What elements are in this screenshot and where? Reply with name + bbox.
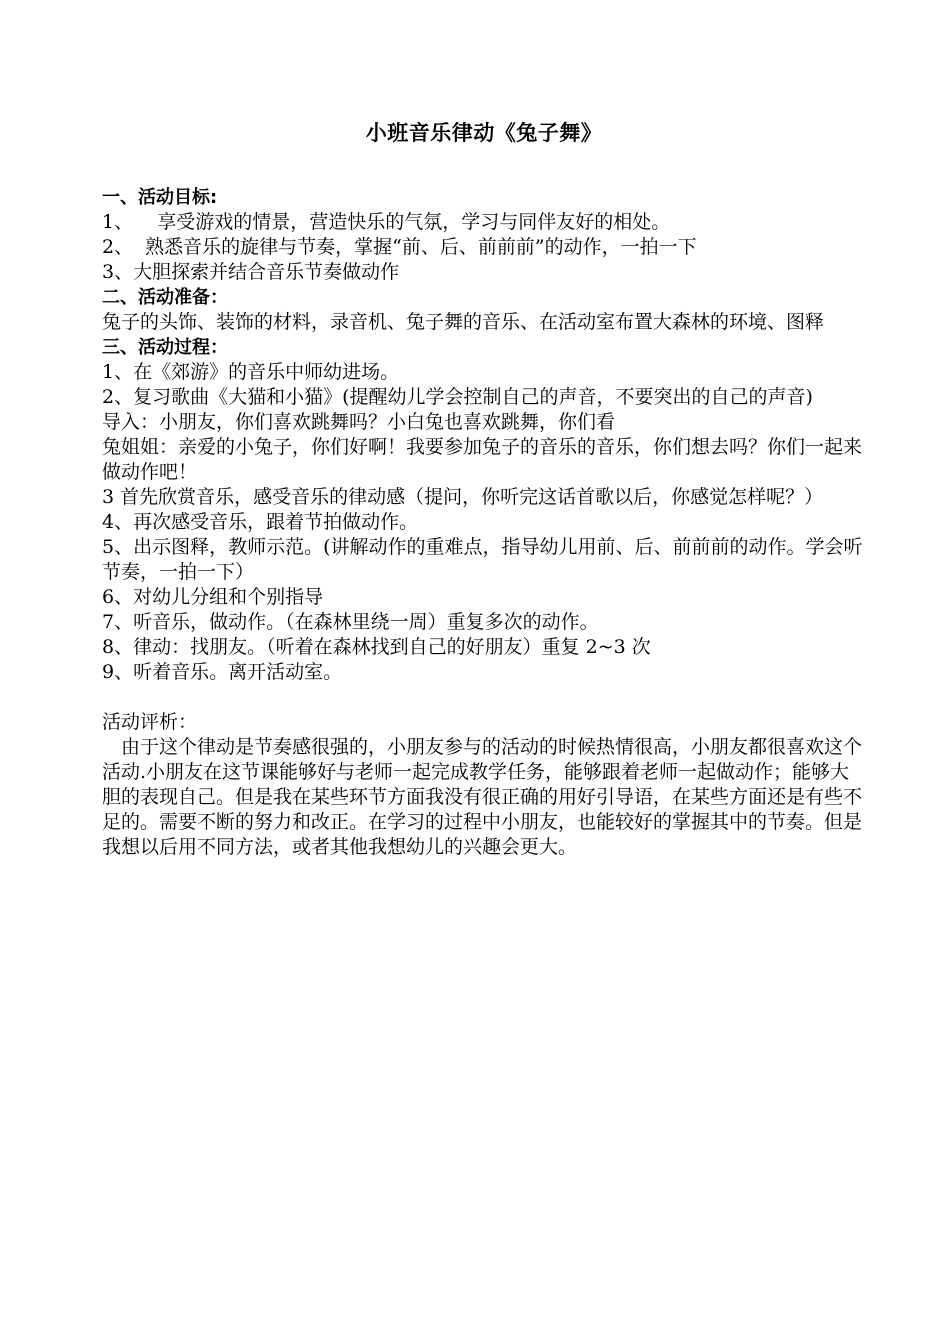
section-heading-process: 三、活动过程： xyxy=(102,337,228,358)
process-item: 2、复习歌曲《大猫和小猫》(提醒幼儿学会控制自己的声音，不要突出的自己的声音) xyxy=(102,386,813,408)
goal-item: 1、 享受游戏的情景，营造快乐的气氛，学习与同伴友好的相处。 xyxy=(102,211,671,233)
process-item: 7、听音乐，做动作。（在森林里绕一周）重复多次的动作。 xyxy=(102,611,599,633)
process-item: 1、在《郊游》的音乐中师幼进场。 xyxy=(102,361,400,383)
process-item: 8、律动：找朋友。（听着在森林找到自己的好朋友）重复 2~3 次 xyxy=(102,636,651,658)
process-item: 3 首先欣赏音乐，感受音乐的律动感（提问，你听完这话首歌以后，你感觉怎样呢？） xyxy=(102,486,824,508)
evaluation-text: 由于这个律动是节奏感很强的，小朋友参与的活动的时候热情很高，小朋友都很喜欢这个活动.小朋友在这节课能够好与老师一起完成教学任务，能够跟着老师一起做动作；能够大胆的表现自己。但是我在某些环节方面我没有很正确的用好引导语，在某些方面还是有些不足的。需要不断的努力和改正。在学习的过程中小朋友，也能较好的掌握其中的节奏。但是我想以后用不同方法，或者其他我想幼儿的兴趣会更大。 xyxy=(102,736,863,858)
document-title: 小班音乐律动《兔子舞》 xyxy=(365,121,603,145)
process-item: 兔姐姐：亲爱的小兔子，你们好啊！我要参加兔子的音乐的音乐，你们想去吗？你们一起来做动作吧！ xyxy=(102,436,863,483)
process-item: 导入：小朋友，你们喜欢跳舞吗？小白兔也喜欢跳舞，你们看 xyxy=(102,411,616,433)
document-page xyxy=(102,118,866,860)
section-heading-preparation: 二、活动准备： xyxy=(102,287,228,308)
goal-item: 3、大胆探索并结合音乐节奏做动作 xyxy=(102,261,400,283)
process-item: 4、再次感受音乐，跟着节拍做动作。 xyxy=(102,511,419,533)
process-item: 9、听着音乐。离开活动室。 xyxy=(102,661,343,683)
section-heading-goals: 一、活动目标: xyxy=(102,187,218,208)
process-item: 5、出示图释，教师示范。(讲解动作的重难点，指导幼儿用前、后、前前前的动作。学会听节奏，一拍一下） xyxy=(102,536,863,583)
goal-item: 2、 熟悉音乐的旋律与节奏，掌握“前、后、前前前”的动作，一拍一下 xyxy=(102,236,697,258)
preparation-text: 兔子的头饰、装饰的材料，录音机、兔子舞的音乐、在活动室布置大森林的环境、图释 xyxy=(102,311,825,333)
evaluation-heading: 活动评析： xyxy=(102,711,198,733)
paragraph-gap xyxy=(102,685,866,710)
process-item: 6、对幼儿分组和个别指导 xyxy=(102,586,324,608)
